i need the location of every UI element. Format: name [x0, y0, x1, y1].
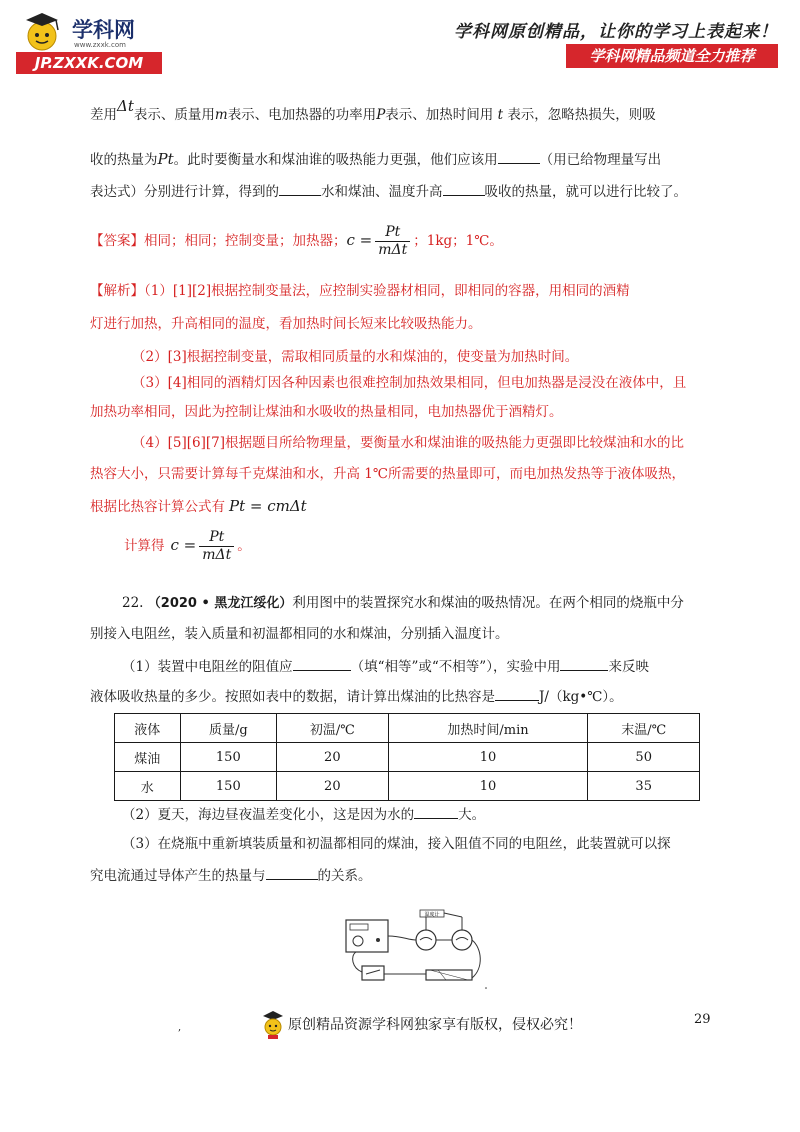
question-22-line: 别接入电阻丝，装入质量和初温都相同的水和煤油，分别插入温度计。	[90, 626, 509, 642]
question-22-line: （3）在烧瓶中重新填装质量和初温都相同的煤油，接入阻值不同的电阻丝，此装置就可以探	[122, 836, 671, 852]
analysis-line: 根据比热容计算公式有 Pt = cmΔt	[90, 497, 307, 515]
question-22-line: （2）夏天，海边昼夜温差变化小，这是因为水的 大。	[122, 804, 714, 825]
table-cell: 10	[388, 772, 588, 801]
flask-icon	[416, 930, 436, 950]
analysis-line: 计算得 c = $\frac{Pt}{\text{mΔt}}$ 。	[124, 529, 251, 563]
site-logo	[14, 10, 164, 74]
table-header-cell: 末温/℃	[588, 714, 700, 743]
figure-label: 温度计	[424, 912, 440, 918]
header-slogan: 学科网原创精品，让你的学习上表起来！	[454, 22, 778, 42]
logo-url: www.zxxk.com	[74, 41, 126, 49]
formula-fraction: $\frac{Pt}{\text{mΔt}}$	[199, 529, 234, 564]
page-number: 29	[694, 1012, 711, 1027]
header-banner: 学科网精品频道全力推荐	[566, 44, 778, 68]
question-source: （2020 • 黑龙江绥化）	[147, 596, 293, 611]
copyright-notice: 原创精品资源学科网独家享有版权，侵权必究！	[288, 1017, 582, 1033]
table-row	[115, 743, 700, 772]
formula-fraction: $\frac{Pt}{\text{mΔt}}$	[375, 224, 410, 259]
analysis-line: 加热功率相同，因此为控制让煤油和水吸收的热量相同，电加热器优于酒精灯。	[90, 404, 563, 420]
logo-name: 学科网	[72, 18, 135, 42]
paragraph-line: 差用Δt表示、质量用m表示、电加热器的功率用P表示、加热时间用 t 表示，忽略热损失，则吸	[90, 97, 656, 123]
answer-blank	[443, 181, 485, 196]
answer-blank	[266, 865, 318, 880]
answer-blank	[495, 686, 539, 701]
table-cell: 35	[588, 772, 700, 801]
table-cell: 煤油	[115, 743, 181, 772]
analysis-line: 灯进行加热，升高相同的温度，看加热时间长短来比较吸热能力。	[90, 316, 482, 332]
data-table	[114, 713, 700, 801]
table-header-row	[115, 714, 700, 743]
analysis-line: 【解析】（1）[1][2]根据控制变量法，应控制实验器材相同，即相同的容器，用相同的酒精	[90, 283, 630, 299]
table-cell: 150	[180, 743, 276, 772]
question-number: 22.	[122, 595, 144, 611]
question-22-line: （1）装置中电阻丝的阻值应 （填“相等”或“不相等”），实验中用 来反映	[122, 656, 714, 677]
apparatus-figure	[342, 908, 492, 992]
table-header-cell: 质量/g	[180, 714, 276, 743]
table-header-cell: 液体	[115, 714, 181, 743]
answer-line: 【答案】相同；相同；控制变量；加热器；c = $\frac{Pt}{\text{mΔt}}$ ；1kg；1℃。	[90, 224, 503, 258]
table-cell: 20	[277, 772, 389, 801]
table-cell: 150	[180, 772, 276, 801]
table-cell: 水	[115, 772, 181, 801]
analysis-line: 热容大小，只需要计算每千克煤油和水，升高 1℃所需要的热量即可，而电加热发热等于液体吸热，	[90, 466, 685, 482]
analysis-line: （3）[4]相同的酒精灯因各种因素也很难控制加热效果相同，但电加热器是浸没在液体中，且	[132, 375, 687, 391]
table-header-cell: 初温/℃	[277, 714, 389, 743]
delta-t-symbol: Δt	[117, 97, 134, 115]
question-22-line: 液体吸收热量的多少。按照如表中的数据，请计算出煤油的比热容是 J/（kg•℃）。	[90, 686, 714, 707]
analysis-label: 【解析】	[90, 283, 144, 299]
answer-label: 【答案】	[90, 233, 144, 249]
stray-mark: ,	[178, 1022, 182, 1033]
table-cell: 10	[388, 743, 588, 772]
answer-blank	[293, 656, 351, 671]
mascot-icon	[262, 1010, 284, 1040]
table-row	[115, 772, 700, 801]
answer-blank	[279, 181, 321, 196]
analysis-line: （4）[5][6][7]根据题目所给物理量，要衡量水和煤油谁的吸热能力更强即比较煤油和水的比	[132, 435, 684, 451]
flask-icon	[452, 930, 472, 950]
table-cell: 50	[588, 743, 700, 772]
question-22-line: 究电流通过导体产生的热量与 的关系。	[90, 865, 714, 886]
table-cell: 20	[277, 743, 389, 772]
formula-inline: Pt = cmΔt	[229, 497, 307, 515]
power-meter-icon	[346, 920, 388, 952]
answer-blank	[498, 149, 540, 164]
paragraph-line: 表达式）分别进行计算，得到的 水和煤油、温度升高 吸收的热量，就可以进行比较了。	[90, 181, 714, 202]
paragraph-line: 收的热量为Pt。此时要衡量水和煤油谁的吸热能力更强，他们应该用 （用已给物理量写出	[90, 150, 662, 168]
logo-domain-bar: JP.ZXXK.COM	[16, 52, 162, 74]
table-header-cell: 加热时间/min	[388, 714, 588, 743]
analysis-line: （2）[3]根据控制变量，需取相同质量的水和煤油的，使变量为加热时间。	[132, 349, 579, 365]
answer-blank	[560, 656, 608, 671]
switch-icon	[362, 966, 384, 980]
answer-blank	[414, 804, 458, 819]
question-22-line: 22. （2020 • 黑龙江绥化）利用图中的装置探究水和煤油的吸热情况。在两个相同的烧瓶中分	[122, 595, 684, 611]
mascot-icon	[20, 10, 64, 52]
